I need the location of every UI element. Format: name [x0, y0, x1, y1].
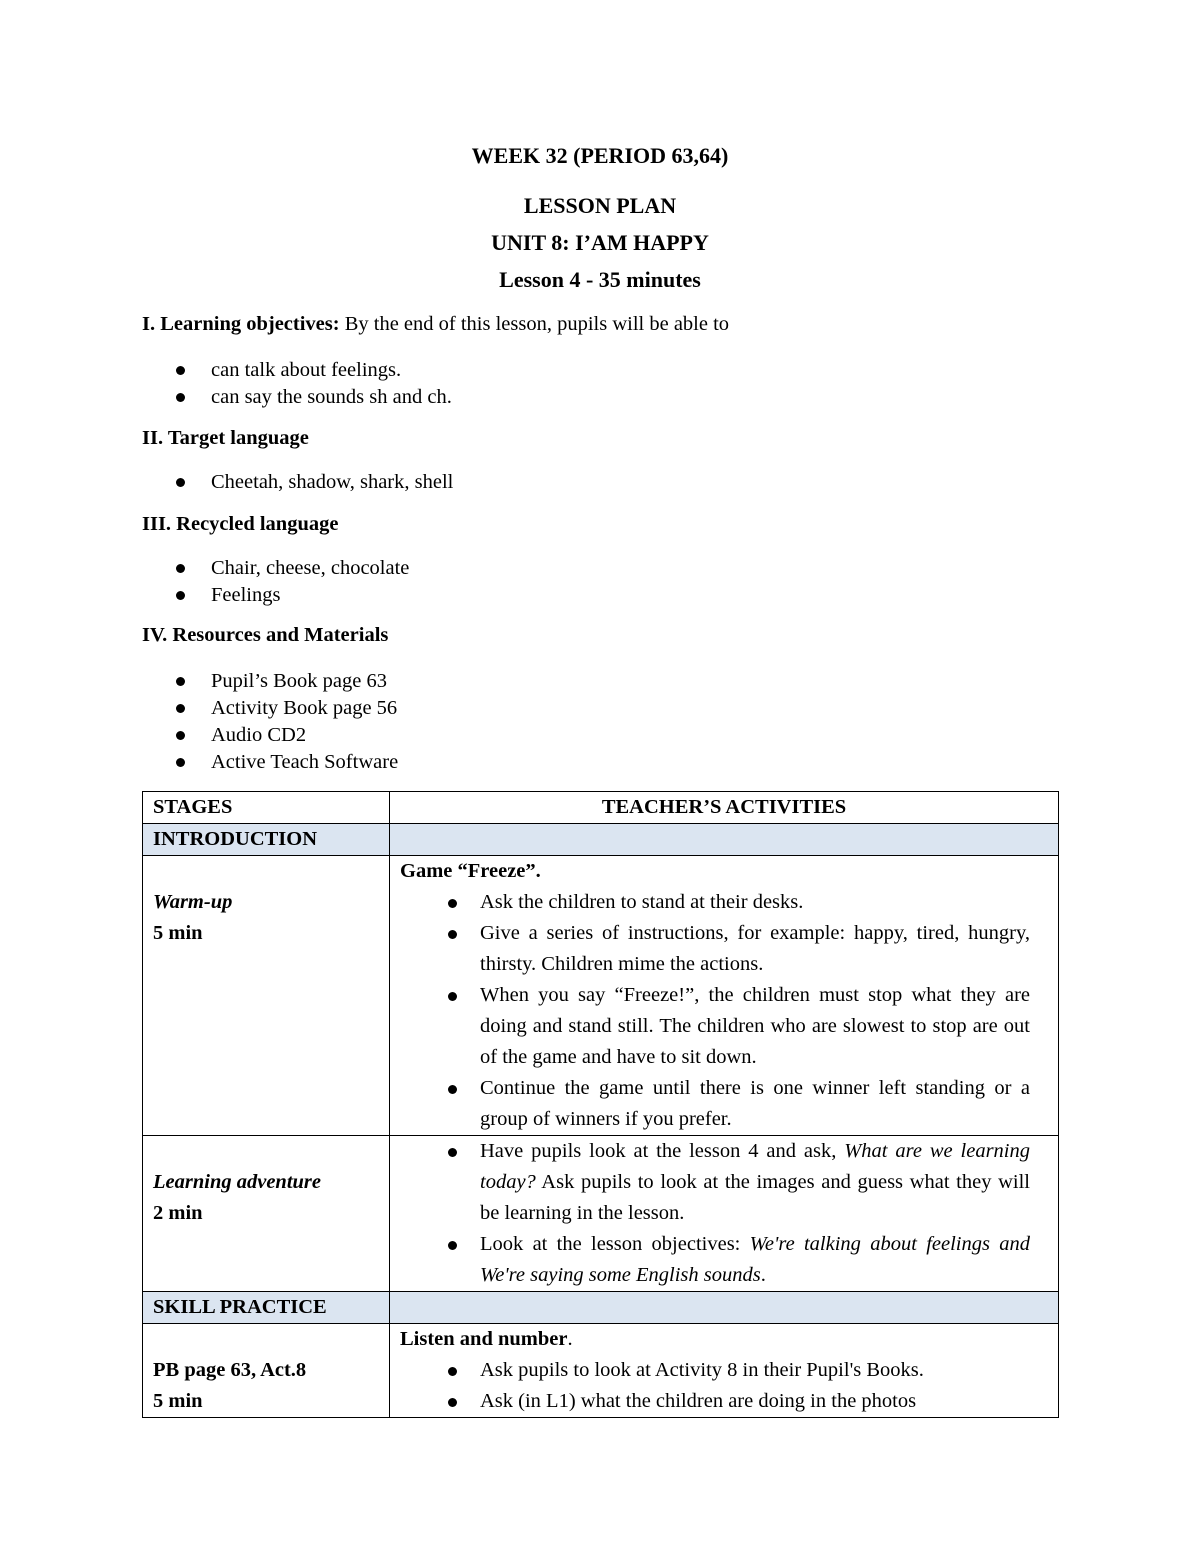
warmup-time: 5 min	[153, 922, 203, 944]
table-header-row	[143, 792, 1059, 824]
list-item: Audio CD2	[176, 722, 398, 749]
recycled-language-heading: III. Recycled language	[142, 513, 339, 535]
warmup-steps	[400, 887, 1030, 1135]
table-row	[143, 1136, 1059, 1292]
recycled-language-list	[176, 555, 409, 609]
target-language-list	[176, 469, 453, 496]
list-item: can talk about feelings.	[176, 357, 452, 384]
week-title: WEEK 32 (PERIOD 63,64)	[471, 143, 729, 168]
list-item: Look at the lesson objectives: We're talking about feelings and We're saying some English sounds.	[400, 1229, 1030, 1291]
warmup-label: Warm-up	[153, 891, 233, 913]
list-item: Ask the children to stand at their desks.	[400, 887, 1030, 918]
activities-header: TEACHER’S ACTIVITIES	[390, 792, 1059, 824]
list-item: Give a series of instructions, for example: happy, tired, hungry, thirsty. Children mime the actions.	[400, 918, 1030, 980]
section-row-skill-practice	[143, 1292, 1059, 1324]
pb-label: PB page 63, Act.8	[153, 1359, 307, 1381]
objectives-paragraph	[142, 313, 729, 336]
table-row	[143, 1324, 1059, 1418]
stages-header: STAGES	[143, 792, 390, 824]
pb-stage	[143, 1324, 390, 1418]
introduction-label: INTRODUCTION	[143, 824, 390, 856]
resources-list	[176, 668, 398, 776]
lesson-title: Lesson 4 - 35 minutes	[499, 267, 701, 292]
objectives-heading: I. Learning objectives:	[142, 313, 340, 335]
pb-title: Listen and number	[400, 1328, 568, 1350]
adventure-steps	[400, 1136, 1030, 1291]
list-item: When you say “Freeze!”, the children must stop what they are doing and stand still. The children who are slowest to stop are out of the game and have to sit down.	[400, 980, 1030, 1073]
adventure-activities	[390, 1136, 1059, 1292]
section-fill	[390, 824, 1059, 856]
list-item: Have pupils look at the lesson 4 and ask, What are we learning today? Ask pupils to look at the images and guess what they will be learning in the lesson.	[400, 1136, 1030, 1229]
section-row-introduction	[143, 824, 1059, 856]
list-item: Activity Book page 56	[176, 695, 398, 722]
list-item: Active Teach Software	[176, 749, 398, 776]
list-item: Ask (in L1) what the children are doing in the photos	[400, 1386, 1030, 1417]
skill-practice-label: SKILL PRACTICE	[143, 1292, 390, 1324]
target-language-heading: II. Target language	[142, 427, 309, 449]
pb-steps	[400, 1355, 1030, 1417]
list-item: Continue the game until there is one winner left standing or a group of winners if you prefer.	[400, 1073, 1030, 1135]
section-fill	[390, 1292, 1059, 1324]
unit-title: UNIT 8: I’AM HAPPY	[491, 230, 709, 255]
list-item: Chair, cheese, chocolate	[176, 555, 409, 582]
table-row	[143, 856, 1059, 1136]
list-item: Pupil’s Book page 63	[176, 668, 398, 695]
pb-activities: Listen and number. Ask pupils to look at Activity 8 in their Pupil's Books. Ask (in L1) what the children are doing in the photos	[390, 1324, 1059, 1418]
adventure-time: 2 min	[153, 1202, 203, 1224]
resources-heading: IV. Resources and Materials	[142, 624, 389, 646]
warmup-stage	[143, 856, 390, 1136]
adventure-stage	[143, 1136, 390, 1292]
warmup-activities	[390, 856, 1059, 1136]
list-item: Cheetah, shadow, shark, shell	[176, 469, 453, 496]
objectives-intro: By the end of this lesson, pupils will be able to	[339, 313, 730, 335]
lesson-plan-title: LESSON PLAN	[523, 193, 677, 218]
objectives-list	[176, 357, 452, 411]
warmup-game-title: Game “Freeze”.	[400, 860, 541, 882]
list-item: can say the sounds sh and ch.	[176, 384, 452, 411]
adventure-label: Learning adventure	[153, 1171, 321, 1193]
list-item: Feelings	[176, 582, 409, 609]
list-item: Ask pupils to look at Activity 8 in their Pupil's Books.	[400, 1355, 1030, 1386]
pb-time: 5 min	[153, 1390, 203, 1412]
lesson-table	[142, 791, 1059, 1418]
